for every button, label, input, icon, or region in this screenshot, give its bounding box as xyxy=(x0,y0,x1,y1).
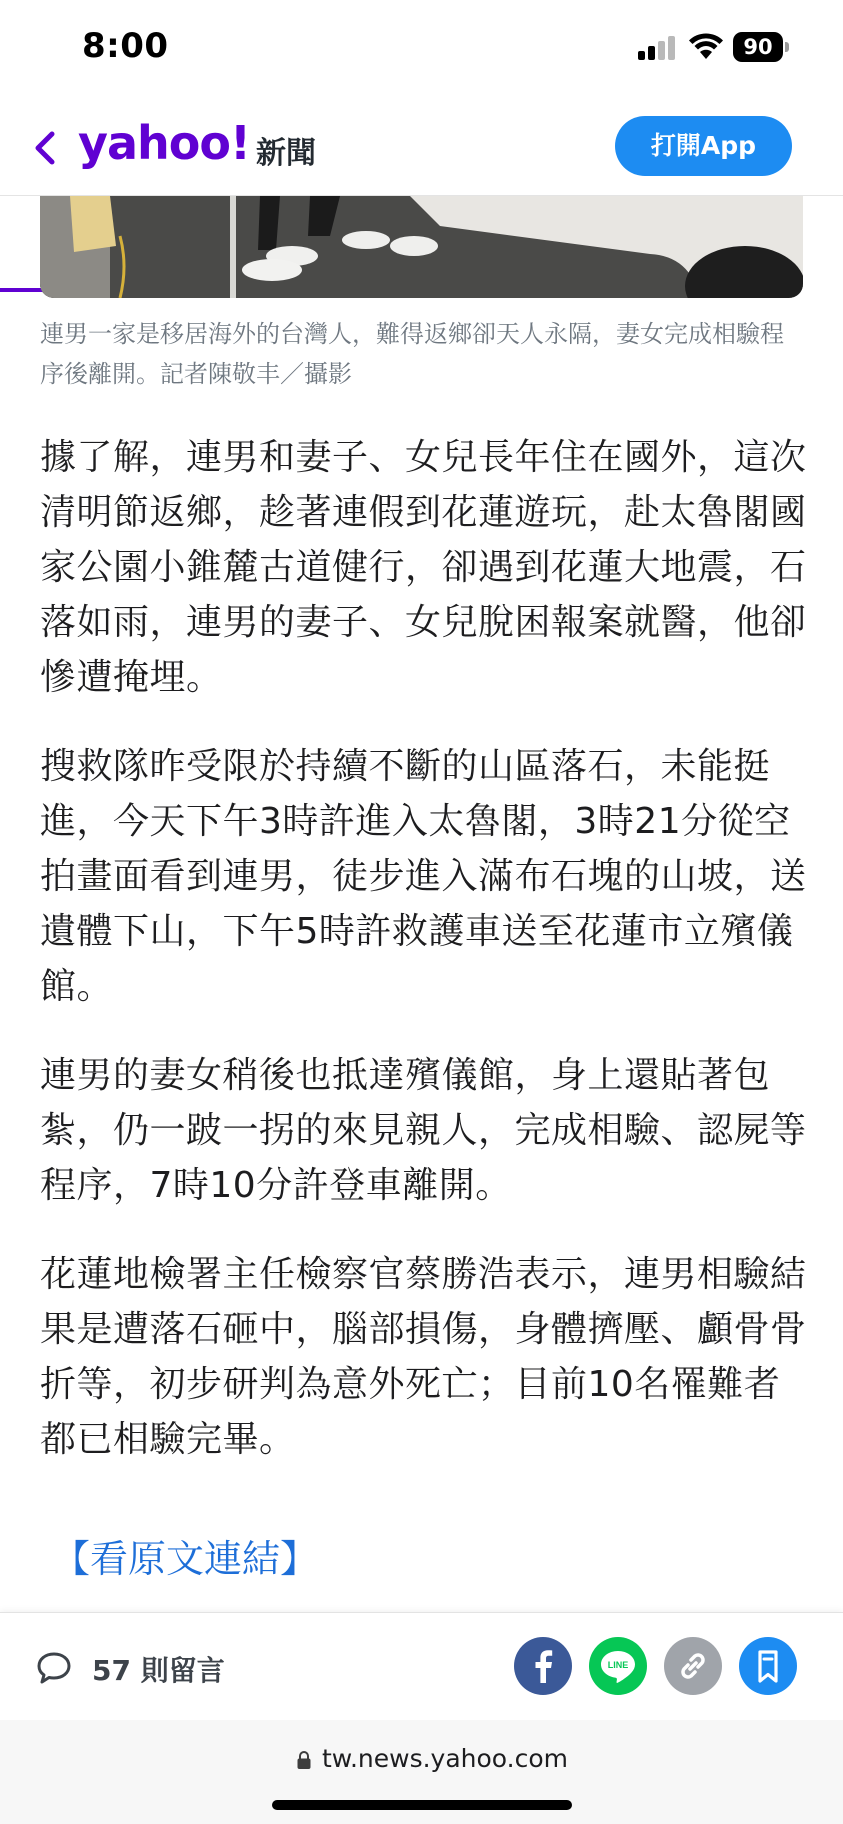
battery-level: 90 xyxy=(733,32,783,62)
photo-caption: 連男一家是移居海外的台灣人，難得返鄉卻天人永隔，妻女完成相驗程序後離開。記者陳敬丰／攝影 xyxy=(40,320,784,388)
battery-icon xyxy=(733,32,789,62)
article-body xyxy=(40,430,810,1501)
url-text: tw.news.yahoo.com xyxy=(322,1744,568,1773)
battery-cap xyxy=(785,42,789,52)
lock-icon xyxy=(296,1750,312,1770)
facebook-share-button[interactable] xyxy=(514,1637,572,1695)
browser-url-bar[interactable] xyxy=(0,1720,843,1824)
section-label: 新聞 xyxy=(256,136,316,171)
article-paragraph: 搜救隊昨受限於持續不斷的山區落石，未能挺進，今天下午3時許進入太魯閣，3時21分從空拍畫面看到連男，徒步進入滿布石塊的山坡，送遺體下山，下午5時許救護車送至花蓮市立殯儀館。 xyxy=(40,746,807,1007)
svg-text:LINE: LINE xyxy=(607,1660,629,1670)
chevron-left-icon xyxy=(28,126,64,170)
article-paragraph: 花蓮地檢署主任檢察官蔡勝浩表示，連男相驗結果是遭落石砸中，腦部損傷，身體擠壓、顱骨骨折等，初步研判為意外死亡；目前10名罹難者都已相驗完畢。 xyxy=(40,1254,807,1460)
bookmark-button[interactable] xyxy=(739,1637,797,1695)
copy-link-button[interactable] xyxy=(664,1637,722,1695)
back-button[interactable] xyxy=(28,126,64,170)
original-article-link[interactable]: 【看原文連結】 xyxy=(52,1537,319,1581)
signal-icon xyxy=(638,36,678,60)
comment-icon xyxy=(36,1651,72,1685)
article-photo[interactable] xyxy=(40,196,803,298)
status-time: 8:00 xyxy=(82,26,169,66)
wifi-icon xyxy=(688,32,724,60)
comment-count: 57 則留言 xyxy=(92,1654,225,1687)
home-indicator[interactable] xyxy=(272,1800,572,1810)
article-paragraph: 連男的妻女稍後也抵達殯儀館，身上還貼著包紮，仍一跛一拐的來見親人，完成相驗、認屍等程序，7時10分許登車離開。 xyxy=(40,1055,807,1206)
bookmark-icon xyxy=(739,1637,797,1695)
article-paragraph: 據了解，連男和妻子、女兒長年住在國外，這次清明節返鄉，趁著連假到花蓮遊玩，赴太魯閣國家公園小錐麓古道健行，卻遇到花蓮大地震，石落如雨，連男的妻子、女兒脫困報案就醫，他卻慘遭掩埋。 xyxy=(40,437,807,698)
app-header xyxy=(0,96,843,196)
copy-link-icon xyxy=(664,1637,722,1695)
line-share-icon xyxy=(589,1637,647,1695)
yahoo-logo[interactable]: yahoo! xyxy=(78,116,250,170)
bottom-toolbar xyxy=(0,1612,843,1720)
open-app-button[interactable]: 打開App xyxy=(615,116,792,176)
status-bar xyxy=(0,0,843,96)
facebook-share-icon xyxy=(514,1637,572,1695)
line-share-button[interactable] xyxy=(589,1637,647,1695)
